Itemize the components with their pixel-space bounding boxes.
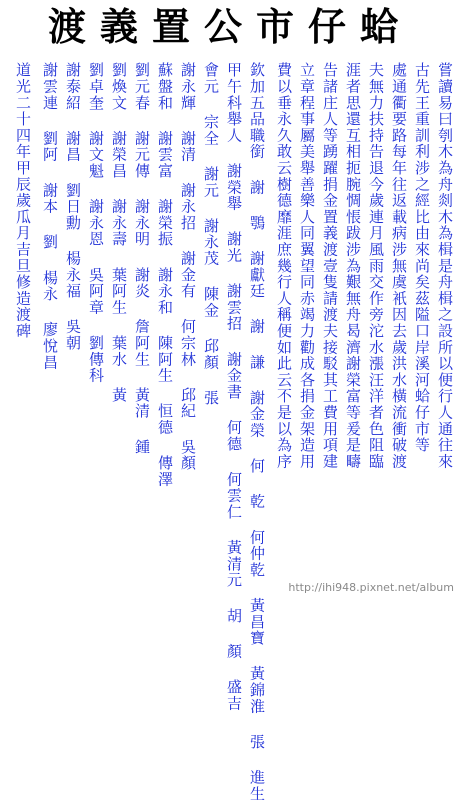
donor-column: 蘇盤和 謝雲富 謝榮振 謝永和 陳阿生 恒德 傳澤 — [156, 62, 174, 488]
date-column: 道光二十四年甲辰歲瓜月吉旦修造渡碑 — [14, 62, 32, 340]
donor-column: 謝雲連 劉阿 謝本 劉 楊永 廖悅昌 — [41, 62, 59, 371]
donor-column: 劉煥文 謝榮昌 謝永壽 葉阿生 葉水 黃 — [110, 62, 128, 403]
text-column: 處通衢要路每年往返載病涉無虞衹因去歲洪水橫流衝破渡 — [390, 62, 408, 470]
text-column: 告諸庄人等踴躍捐金置義渡壹隻請渡夫接駁其工費用項建 — [321, 62, 339, 470]
donor-column: 甲午科舉人 謝榮舉 謝光 謝雲招 謝金書 何德 何雲仁 黃清元 胡 顏 盛吉 — [225, 62, 243, 712]
text-column: 費以垂永久敢云樹德靡涯庶幾行人稱便如此云不是以為序 — [275, 62, 293, 470]
text-column: 立章程事屬美舉善樂人同翼望同赤竭力勸成各捐金架造用 — [298, 62, 316, 470]
donor-column: 劉卓奎 謝文魁 謝永恩 吳阿章 劉傳科 — [87, 62, 105, 384]
text-column: 涯者思還互相扼腕惆悵跋涉為艱無舟曷濟謝榮富等爰是疇 — [344, 62, 362, 470]
text-column: 嘗讀易曰刳木為舟剡木為楫是舟楫之設所以便行人通往來 — [436, 62, 454, 470]
donor-column: 謝泰紹 謝昌 劉日勳 楊永福 吳朝 — [64, 62, 82, 352]
donor-column: 謝永輝 謝清 謝永招 謝金有 何宗林 邱紀 吳顏 — [179, 62, 197, 472]
donor-column: 會元 宗全 謝元 謝永茂 陳金 邱顏 張 — [202, 62, 220, 406]
donor-column: 欽加五品職銜 謝 鶚 謝獻廷 謝 謙 謝金榮 何 乾 何仲乾 黃昌寶 黃錦淮 張 進生 — [248, 62, 266, 802]
text-column: 夫無力扶持告退今歲連月風雨交作旁沱水漲汪洋者色阻臨 — [367, 62, 385, 470]
page-title: 渡義置公市仔蛤 — [47, 4, 412, 49]
donor-column: 劉元春 謝元傳 謝永明 謝炎 詹阿生 黃清 鍾 — [133, 62, 151, 455]
watermark-url: http://ihi948.pixnet.net/album — [288, 581, 454, 594]
text-column: 古先王重訓利涉之經比由來尚矣茲隘口岸溪河蛤仔市等 — [413, 62, 431, 454]
